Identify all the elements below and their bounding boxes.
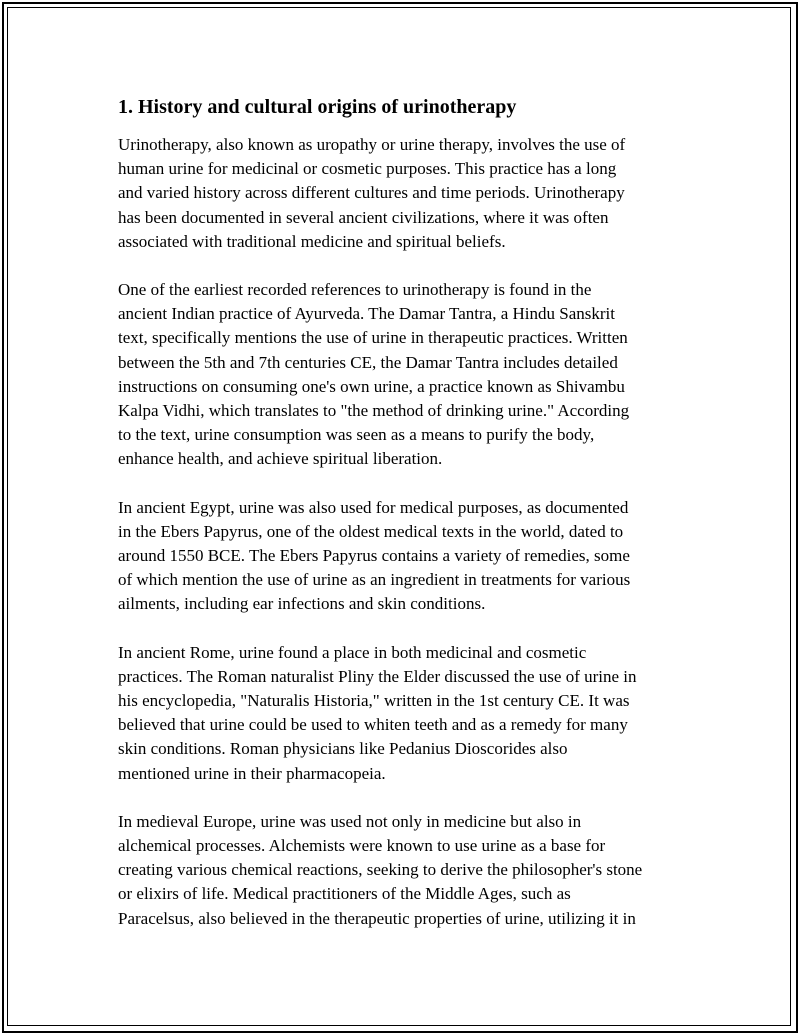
paragraph-egypt: In ancient Egypt, urine was also used for medical purposes, as documented in the Ebers Papyrus, one of the oldest medical texts in the world, dated to around 1550 BCE. The Ebers Papyrus contains a variety of remedies, some of which mention the use of urine as an ingredient in treatments for various ailments, including ear infections and skin conditions.	[118, 497, 631, 614]
document-body	[118, 93, 698, 955]
section-heading: 1. History and cultural origins of urinotherapy	[118, 96, 517, 118]
paragraph-rome: In ancient Rome, urine found a place in both medicinal and cosmetic practices. The Roman naturalist Pliny the Elder discussed the use of urine in his encyclopedia, "Naturalis Historia," written in the 1st century CE. It was believed that urine could be used to whiten teeth and as a remedy for many skin conditions. Roman physicians like Pedanius Dioscorides also mentioned urine in their pharmacopeia.	[118, 642, 637, 783]
paragraph-india: One of the earliest recorded references to urinotherapy is found in the ancient Indian practice of Ayurveda. The Damar Tantra, a Hindu Sanskrit text, specifically mentions the use of urine in therapeutic practices. Written between the 5th and 7th centuries CE, the Damar Tantra includes detailed instructions on consuming one's own urine, a practice known as Shivambu Kalpa Vidhi, which translates to "the method of drinking urine." According to the text, urine consumption was seen as a means to purify the body, enhance health, and achieve spiritual liberation.	[118, 280, 630, 469]
paragraph-intro: Urinotherapy, also known as uropathy or urine therapy, involves the use of human urine for medicinal or cosmetic purposes. This practice has a long and varied history across different cultures and time periods. Urinotherapy has been documented in several ancient civilizations, where it was often associated with traditional medicine and spiritual beliefs.	[118, 135, 626, 251]
paragraph-medieval-europe: In medieval Europe, urine was used not only in medicine but also in alchemical processes. Alchemists were known to use urine as a base for creating various chemical reactions, seeking to derive the philosopher's stone or elixirs of life. Medical practitioners of the Middle Ages, such as Paracelsus, also believed in the therapeutic properties of urine, utilizing it in	[118, 811, 643, 928]
